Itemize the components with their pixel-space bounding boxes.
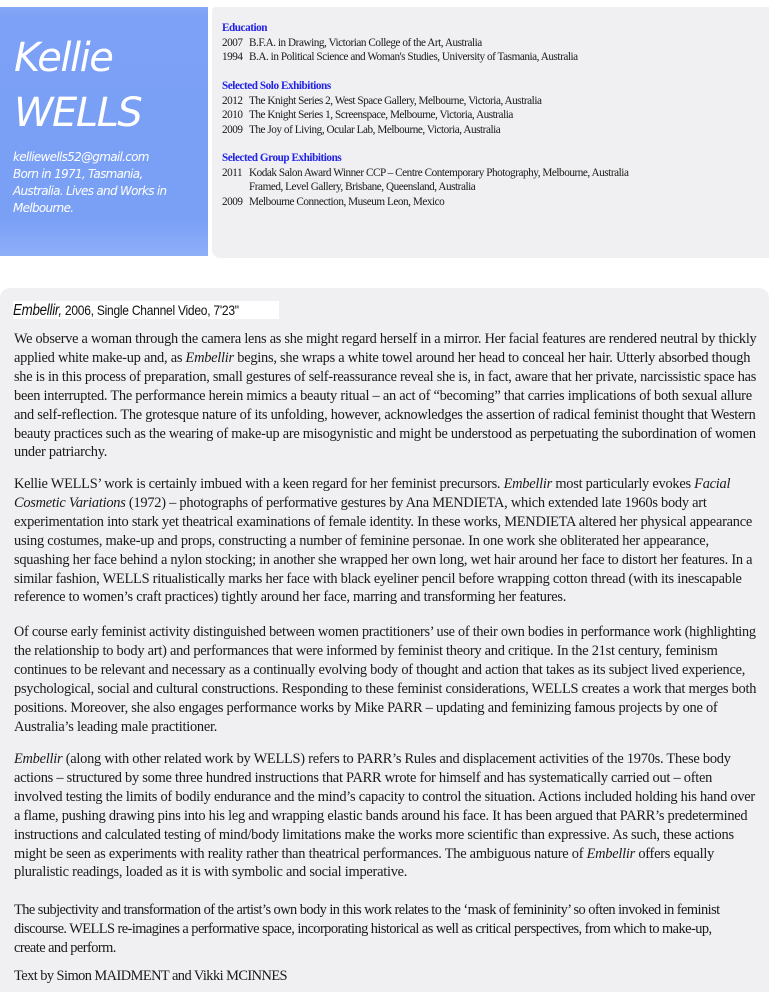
work-details: 2006, Single Channel Video, 7'23" — [61, 302, 239, 318]
artist-name-card — [0, 7, 208, 256]
paragraph-line: pluralistic readings, loaded as it is with symbolic and social imperative. — [14, 864, 408, 881]
paragraph-line: similar fashion, WELLS ritualistically marks her face with black eyeliner pencil before wrapping cotton thread (with its inescapable — [14, 570, 742, 587]
artist-last-name: WELLS — [14, 90, 142, 136]
paragraph-line: actions – structured by some three hundred instructions that PARR wrote for himself and has systematically carried out – often — [14, 769, 713, 786]
cv-year: 2007 — [222, 36, 243, 49]
paragraph-line: been interrupted. The performance herein mimics a beauty ritual – an act of “becoming” that carries implications of both sexual allure — [14, 387, 752, 404]
artist-bio-line: Born in 1971, Tasmania, — [13, 167, 143, 181]
paragraph-line: We observe a woman through the camera lens as she might regard herself in a mirror. Her facial features are rendered neutral by thickly — [14, 331, 757, 347]
solo-exhibitions-heading: Selected Solo Exhibitions — [222, 80, 331, 92]
cv-entry — [222, 36, 578, 51]
essay-paragraph — [14, 750, 755, 882]
cv-year: 2009 — [222, 123, 243, 136]
paragraph-line: discourse. WELLS re-imagines a performative space, incorporating historical as well as critical perspectives, from which to make-up, — [14, 920, 712, 937]
essay-credit: Text by Simon MAIDMENT and Vikki MCINNES — [14, 968, 288, 984]
paragraph-line: Australia’s leading male practitioner. — [14, 718, 218, 735]
italic-title: Embellir — [14, 751, 63, 767]
text-segment: most particularly evokes — [552, 476, 695, 492]
text-segment: (along with other related work by WELLS) refers to PARR’s Rules and displacement activities of the 1970s. These body — [62, 751, 731, 767]
cv-text: The Knight Series 2, West Space Gallery, Melbourne, Victoria, Australia — [249, 94, 542, 107]
paragraph-line: continues to be relevant and necessary as a continually evolving body of thought and action that takes as its subject lived experience, — [14, 661, 746, 678]
paragraph-line: reference to women’s craft practices) tightly around her face, marring and transforming her features. — [14, 589, 567, 606]
paragraph-line: the relationship to body art) and performances that were informed by feminist theory and critique. In the 21st century, feminism — [14, 642, 718, 659]
education-heading: Education — [222, 22, 268, 34]
work-title: Embellir, — [13, 302, 62, 319]
artist-bio-line: Melbourne. — [13, 201, 74, 215]
cv-text: Melbourne Connection, Museum Leon, Mexico — [249, 195, 445, 208]
text-segment: begins, she wraps a white towel around her head to conceal her hair. Utterly absorbed though — [233, 349, 751, 366]
cv-text: The Knight Series 1, Screenspace, Melbourne, Victoria, Australia — [249, 109, 513, 121]
paragraph-line: create and perform. — [14, 939, 116, 956]
paragraph-line: she is in this process of preparation, small gestures of self-reassurance reveal she is, in fact, aware that her private, narcissistic space has — [14, 368, 757, 385]
italic-title: Embellir — [586, 845, 635, 862]
text-segment: applied white make-up and, as — [14, 349, 186, 366]
cv-entry — [222, 50, 578, 65]
essay-panel — [0, 288, 769, 992]
paragraph-line: squashing her face behind a nylon stocking; in another she wrapped her own long, wet hair around her face to distort her features. In a — [14, 551, 753, 568]
cv-year: 2011 — [222, 166, 243, 179]
paragraph-line — [14, 750, 749, 769]
cv-entry — [222, 123, 542, 138]
paragraph-line: positions. Moreover, she also engages performance works by Mike PARR – updating and feminizing famous projects by one of — [14, 699, 718, 716]
cv-entry — [222, 94, 542, 109]
paragraph-line: using costumes, make-up and props, constructing a number of feminine personae. In one work she obliterated her appearance, — [14, 532, 709, 549]
paragraph-line: experimentation into stark yet theatrical examinations of female identity. In these works, MENDIETA altered her physical appearance — [14, 513, 752, 530]
paragraph-line: a flame, pushing drawing pins into his leg and wrapping elastic bands around his face. It has been argued that PARR’s predetermined — [14, 807, 748, 824]
solo-exhibitions-section — [222, 79, 542, 137]
cv-text: Kodak Salon Award Winner CCP – Centre Contemporary Photography, Melbourne, Australia — [249, 166, 629, 179]
paragraph-line: psychological, social and cultural constructions. Responding to these feminist considerations, WELLS creates a work that merges both — [14, 680, 757, 697]
essay-paragraph — [14, 901, 749, 958]
cv-entry — [222, 180, 628, 195]
paragraph-line: The subjectivity and transformation of the artist’s own body in this work relates to the ‘mask of femininity’ so often invoked in feminist — [14, 902, 720, 918]
group-exhibitions-section — [222, 151, 628, 209]
cv-entry — [222, 108, 542, 123]
essay-paragraph — [14, 623, 757, 736]
paragraph-line: Of course early feminist activity distinguished between women practitioners’ use of their own bodies in performance work (highlighting — [14, 624, 756, 640]
text-segment: (1972) – photographs of performative gestures by Ana MENDIETA, which extended late 1960s body art — [125, 494, 707, 511]
paragraph-line: and self-reflection. The grotesque nature of its unfolding, however, acknowledges the assertion of radical feminist thought that Western — [14, 406, 756, 423]
artist-email[interactable]: kelliewells52@gmail.com — [13, 150, 149, 164]
paragraph-line — [14, 845, 749, 864]
cv-entry — [222, 166, 628, 181]
artist-bio-line: Australia. Lives and Works in — [13, 184, 167, 198]
cv-text: The Joy of Living, Ocular Lab, Melbourne, Victoria, Australia — [249, 123, 501, 136]
italic-title: Embellir — [503, 476, 552, 492]
cv-year: 2012 — [222, 94, 243, 107]
cv-entry — [222, 195, 628, 210]
essay-paragraph — [14, 330, 757, 462]
text-segment: Kellie WELLS’ work is certainly imbued with a keen regard for her feminist precursors. — [14, 476, 504, 492]
artist-first-name: Kellie — [14, 35, 113, 81]
cv-text: B.F.A. in Drawing, Victorian College of the Art, Australia — [249, 36, 482, 49]
text-segment: might be seen as experiments with reality rather than theatrical performances. The ambiguous nature of — [14, 845, 587, 862]
text-segment: offers equally — [634, 845, 715, 862]
artist-info — [13, 149, 203, 217]
cv-text: B.A. in Political Science and Woman's Studies, University of Tasmania, Australia — [249, 51, 578, 63]
cv-year: 1994 — [222, 51, 243, 63]
cv-panel — [212, 7, 769, 258]
italic-title: Facial — [694, 476, 731, 492]
cv-text: Framed, Level Gallery, Brisbane, Queensland, Australia — [249, 181, 476, 193]
paragraph-line: under patriarchy. — [14, 444, 108, 461]
paragraph-line: involved testing the limits of bodily endurance and the mind’s capacity to control the situation. Actions included holding his hand over — [14, 788, 755, 805]
group-exhibitions-heading: Selected Group Exhibitions — [222, 152, 342, 164]
paragraph-line — [14, 349, 749, 368]
education-section — [222, 21, 578, 65]
paragraph-line — [14, 494, 749, 513]
cv-year: 2010 — [222, 109, 243, 121]
paragraph-line — [14, 475, 749, 494]
italic-title: Embellir — [185, 349, 234, 366]
paragraph-line: instructions and calculated testing of mind/body limitations make the works more scientific than expressive. As such, these actions — [14, 826, 734, 843]
essay-paragraph — [14, 475, 753, 607]
cv-year: 2009 — [222, 195, 243, 208]
paragraph-line: beauty practices such as the wearing of make-up are misogynistic and might be understood as perpetuating the subordination of women — [14, 425, 756, 442]
work-title-bar — [13, 301, 279, 319]
work-title-group — [13, 301, 239, 320]
italic-title: Cosmetic Variations — [14, 494, 126, 511]
